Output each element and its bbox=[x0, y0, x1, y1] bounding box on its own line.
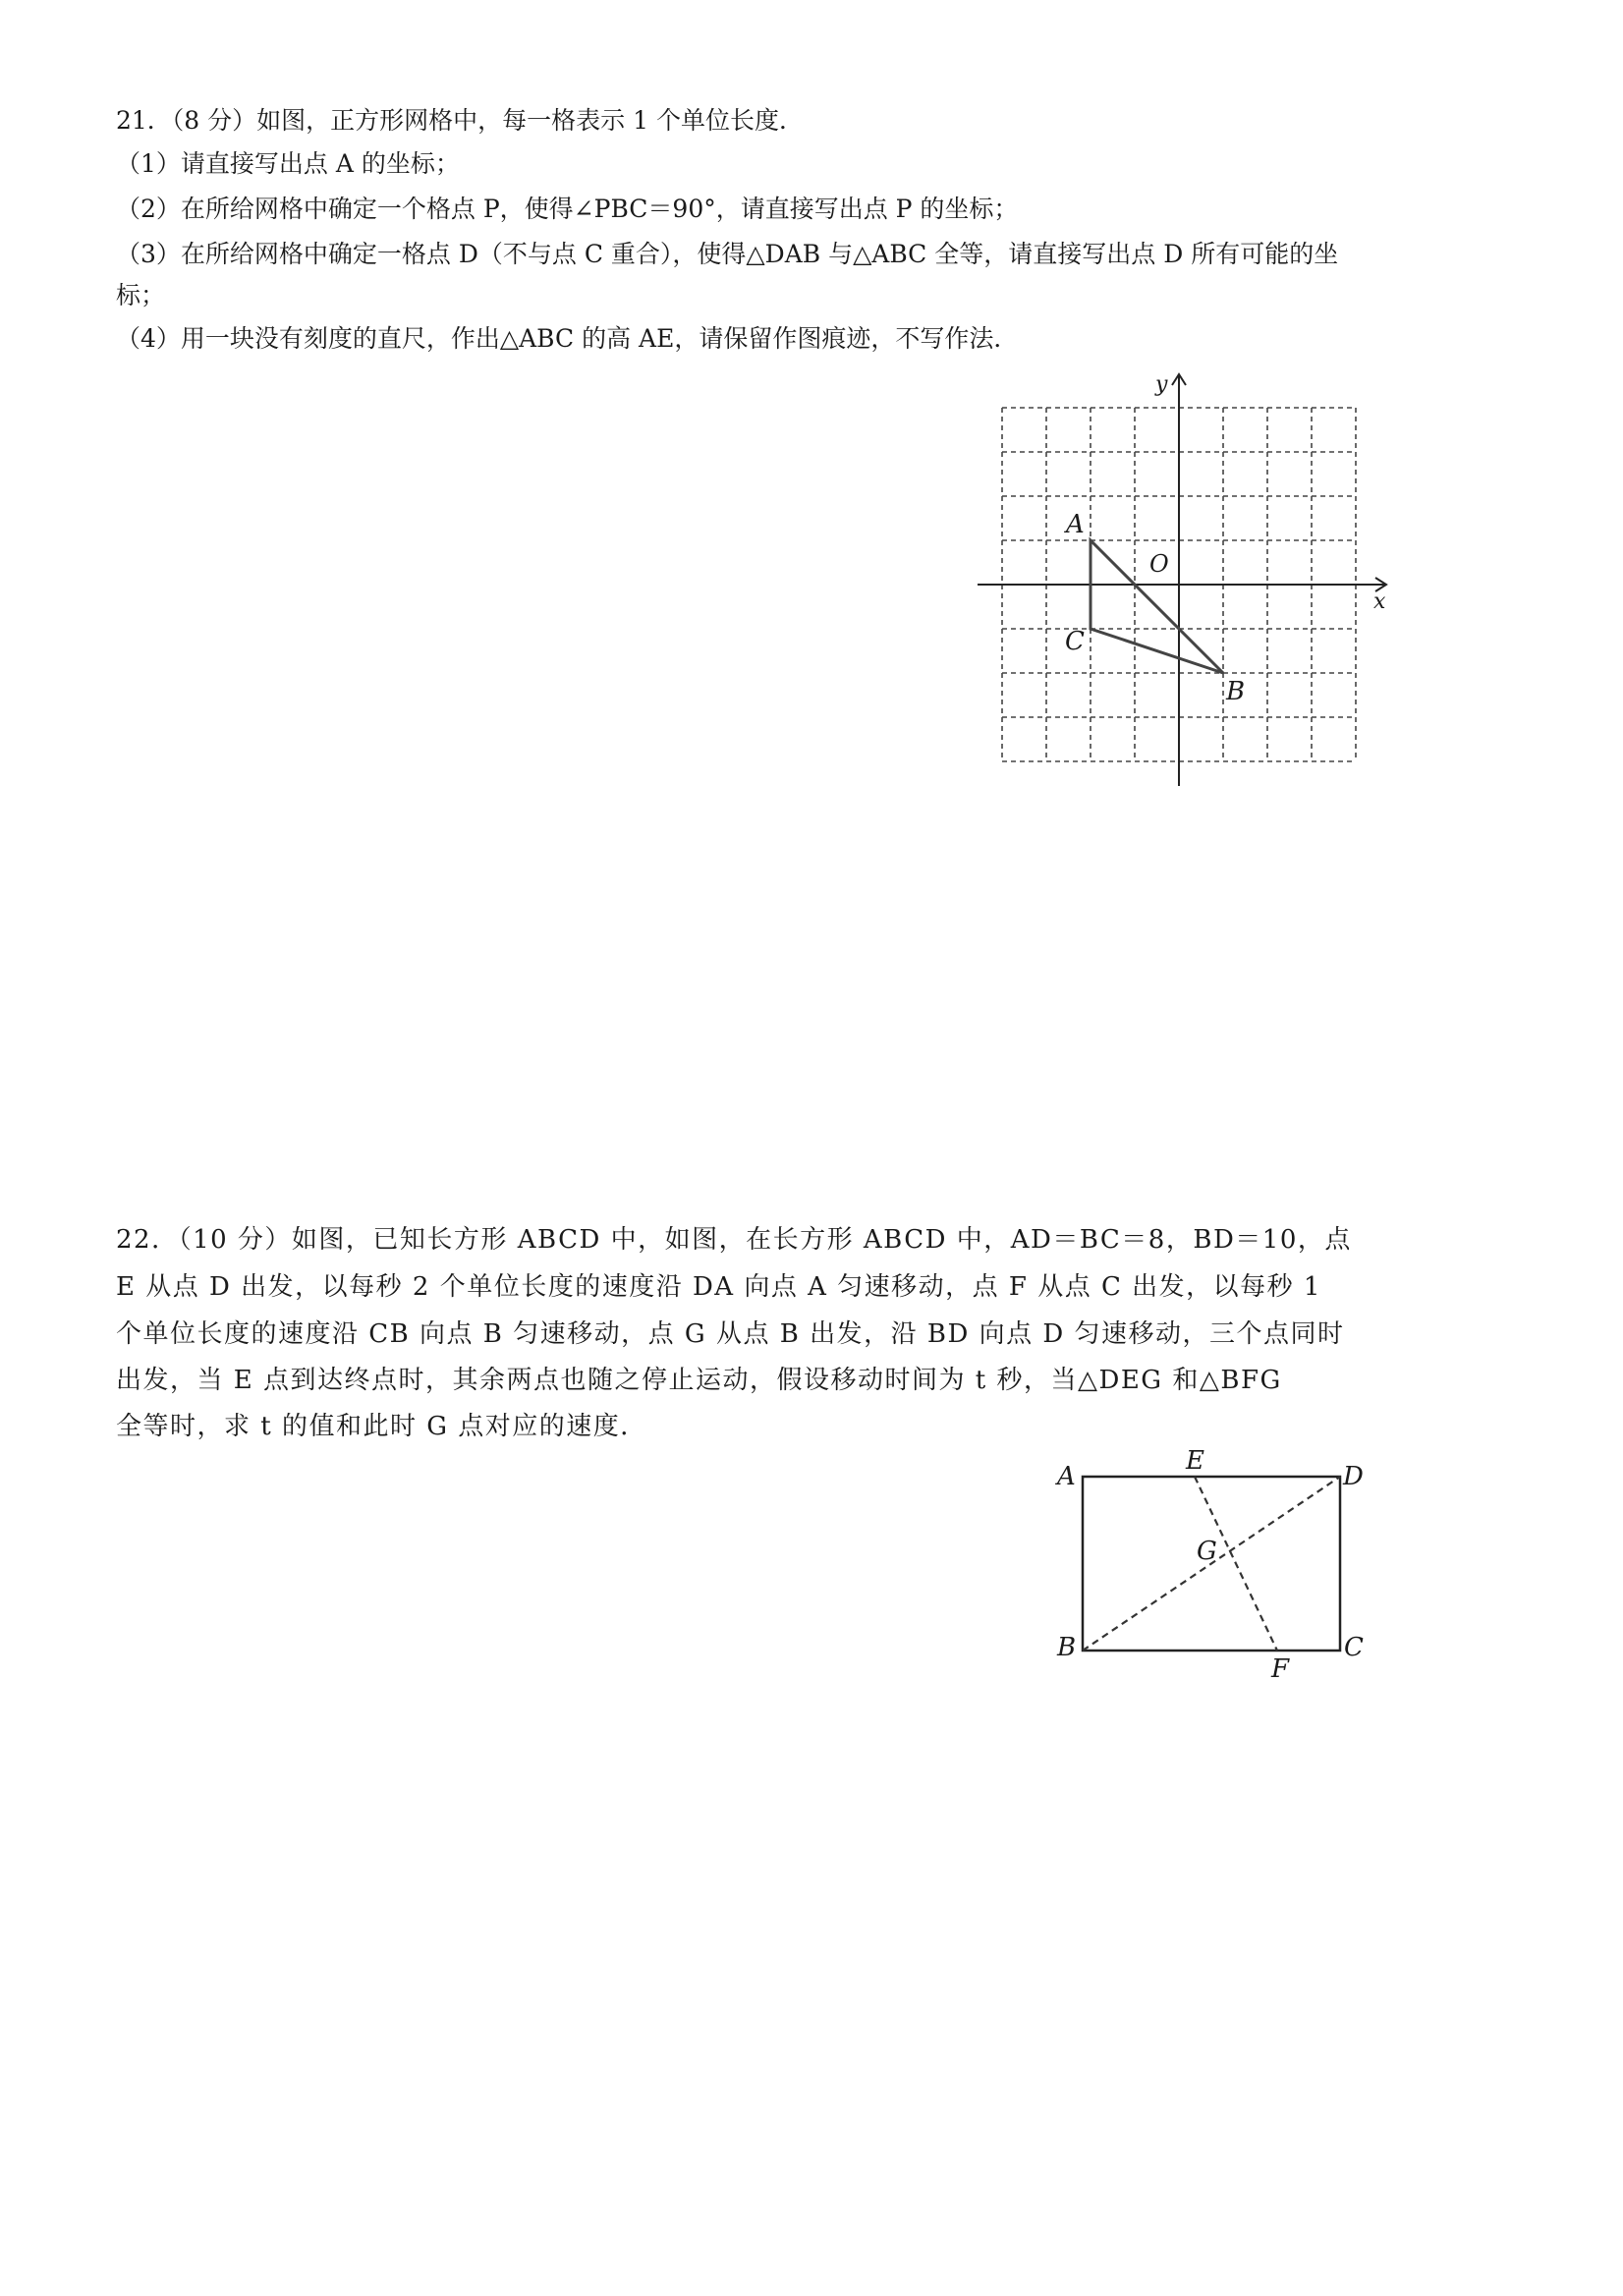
q21-part-3b: 标； bbox=[116, 281, 166, 309]
q22-line-1: 22．（10 分）如图，已知长方形 ABCD 中，如图，在长方形 ABCD 中，AD＝BC＝8，BD＝10，点 bbox=[116, 1225, 1352, 1255]
y-axis-label: y bbox=[1155, 372, 1168, 397]
q22-rectangle-figure bbox=[1041, 1439, 1395, 1695]
q22-line-5: 全等时，求 t 的值和此时 G 点对应的速度． bbox=[116, 1412, 647, 1441]
point-d-label: D bbox=[1343, 1462, 1364, 1491]
point-a-label: A bbox=[1066, 510, 1085, 539]
q21-part-4: （4）用一块没有刻度的直尺，作出△ABC 的高 AE，请保留作图痕迹，不写作法． bbox=[116, 324, 1019, 353]
origin-label: O bbox=[1149, 550, 1169, 578]
q21-coordinate-figure bbox=[973, 364, 1405, 796]
q22-line-3: 个单位长度的速度沿 CB 向点 B 匀速移动，点 G 从点 B 出发，沿 BD 向点 D 匀速移动，三个点同时 bbox=[116, 1319, 1345, 1349]
q22-line-2: E 从点 D 出发，以每秒 2 个单位长度的速度沿 DA 向点 A 匀速移动，点 F 从点 C 出发，以每秒 1 bbox=[116, 1272, 1321, 1302]
q21-part-3a: （3）在所给网格中确定一格点 D（不与点 C 重合），使得△DAB 与△ABC 全等，请直接写出点 D 所有可能的坐 bbox=[116, 240, 1339, 268]
point-c-label: C bbox=[1065, 627, 1085, 656]
x-axis-label: x bbox=[1373, 589, 1386, 614]
point-f-label: F bbox=[1271, 1654, 1290, 1684]
point-b-label: B bbox=[1226, 677, 1246, 706]
point-a-label: A bbox=[1057, 1462, 1076, 1491]
point-c-label: C bbox=[1344, 1633, 1364, 1662]
point-e-label: E bbox=[1186, 1446, 1204, 1476]
q21-header: 21．（8 分）如图，正方形网格中，每一格表示 1 个单位长度． bbox=[116, 106, 804, 135]
point-g-label: G bbox=[1197, 1537, 1217, 1566]
q21-part-2: （2）在所给网格中确定一个格点 P，使得∠PBC＝90°，请直接写出点 P 的坐标； bbox=[116, 195, 1019, 223]
q21-part-1: （1）请直接写出点 A 的坐标； bbox=[116, 149, 460, 178]
q22-line-4: 出发，当 E 点到达终点时，其余两点也随之停止运动，假设移动时间为 t 秒，当△DEG 和△BFG bbox=[116, 1366, 1282, 1395]
point-b-label: B bbox=[1057, 1633, 1077, 1662]
